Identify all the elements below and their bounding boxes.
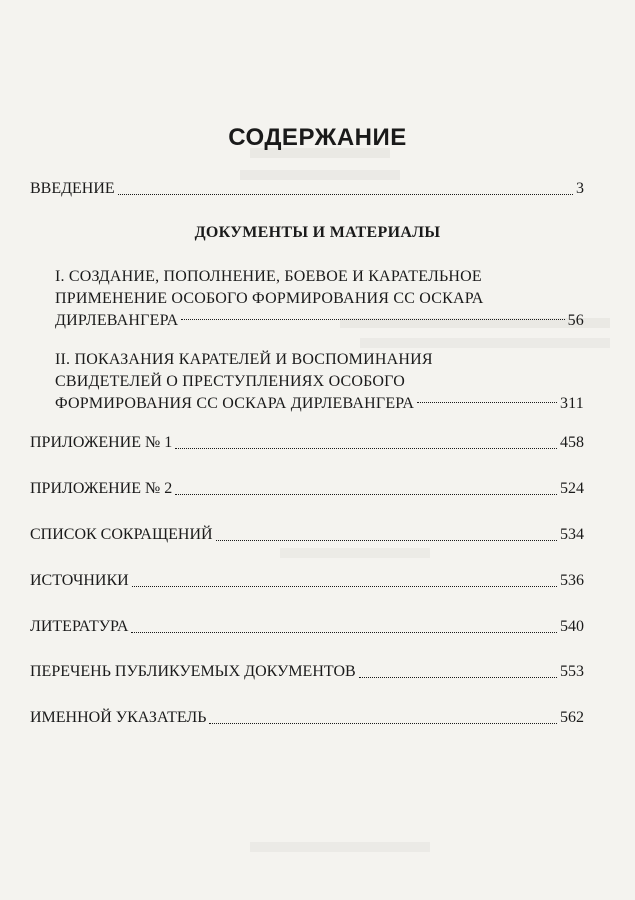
toc-leader-dots <box>132 586 557 587</box>
toc-entry-part-2[interactable] <box>55 349 584 415</box>
toc-entry-sources[interactable] <box>30 570 584 592</box>
toc-entry-page: 3 <box>576 180 584 197</box>
toc-entry-abbreviations[interactable] <box>30 524 584 546</box>
toc-entry-page: 311 <box>559 395 584 412</box>
toc-entry-label: ИМЕННОЙ УКАЗАТЕЛЬ <box>30 709 207 726</box>
toc-entry-page: 458 <box>560 434 584 451</box>
bleed-through-shadow <box>360 338 610 348</box>
toc-entry-label: СПИСОК СОКРАЩЕНИЙ <box>30 526 213 543</box>
toc-leader-dots <box>175 494 557 495</box>
toc-entry-line: СВИДЕТЕЛЕЙ О ПРЕСТУПЛЕНИЯХ ОСОБОГО <box>55 373 405 390</box>
toc-entry-line: ДИРЛЕВАНГЕРА <box>55 312 179 329</box>
toc-entry-label: ПЕРЕЧЕНЬ ПУБЛИКУЕМЫХ ДОКУМЕНТОВ <box>30 663 356 680</box>
toc-entry-part-1[interactable] <box>55 266 584 332</box>
toc-entry-page: 536 <box>560 572 584 589</box>
toc-leader-dots <box>359 677 557 678</box>
toc-entry-label: ПРИЛОЖЕНИЕ № 2 <box>30 480 173 497</box>
toc-entry-last-line <box>55 393 584 415</box>
toc-leader-dots <box>181 319 564 320</box>
toc-entry-page: 553 <box>560 663 584 680</box>
toc-entry-label: ПРИЛОЖЕНИЕ № 1 <box>30 434 173 451</box>
toc-entry-document-list[interactable] <box>30 661 584 683</box>
bleed-through-shadow <box>280 548 430 558</box>
toc-leader-dots <box>216 540 557 541</box>
toc-entry-last-line <box>55 310 584 332</box>
toc-entry-appendix-1[interactable] <box>30 432 584 454</box>
toc-entry-literature[interactable] <box>30 616 584 638</box>
toc-leader-dots <box>209 723 557 724</box>
toc-entry-line: ФОРМИРОВАНИЯ СС ОСКАРА ДИРЛЕВАНГЕРА <box>55 395 415 412</box>
toc-entry-page: 562 <box>560 709 584 726</box>
toc-entry-page: 524 <box>560 480 584 497</box>
toc-entry-name-index[interactable] <box>30 707 584 729</box>
toc-entry-intro[interactable] <box>30 178 584 200</box>
toc-leader-dots <box>175 448 557 449</box>
page-title: СОДЕРЖАНИЕ <box>228 124 407 151</box>
toc-entry-page: 534 <box>560 526 584 543</box>
toc-entry-line: II. ПОКАЗАНИЯ КАРАТЕЛЕЙ И ВОСПОМИНАНИЯ <box>55 351 433 368</box>
bleed-through-shadow <box>250 842 430 852</box>
toc-leader-dots <box>417 402 557 403</box>
toc-entry-line: I. СОЗДАНИЕ, ПОПОЛНЕНИЕ, БОЕВОЕ И КАРАТЕЛЬНОЕ <box>55 268 482 285</box>
section-heading: ДОКУМЕНТЫ И МАТЕРИАЛЫ <box>194 224 441 241</box>
toc-entry-page: 56 <box>567 312 584 329</box>
toc-entry-page: 540 <box>560 618 584 635</box>
toc-leader-dots <box>118 194 573 195</box>
toc-entry-label: ВВЕДЕНИЕ <box>30 180 115 197</box>
toc-entry-line: ПРИМЕНЕНИЕ ОСОБОГО ФОРМИРОВАНИЯ СС ОСКАРА <box>55 290 484 307</box>
toc-entry-appendix-2[interactable] <box>30 478 584 500</box>
toc-leader-dots <box>131 632 557 633</box>
toc-entry-label: ЛИТЕРАТУРА <box>30 618 129 635</box>
toc-entry-label: ИСТОЧНИКИ <box>30 572 129 589</box>
